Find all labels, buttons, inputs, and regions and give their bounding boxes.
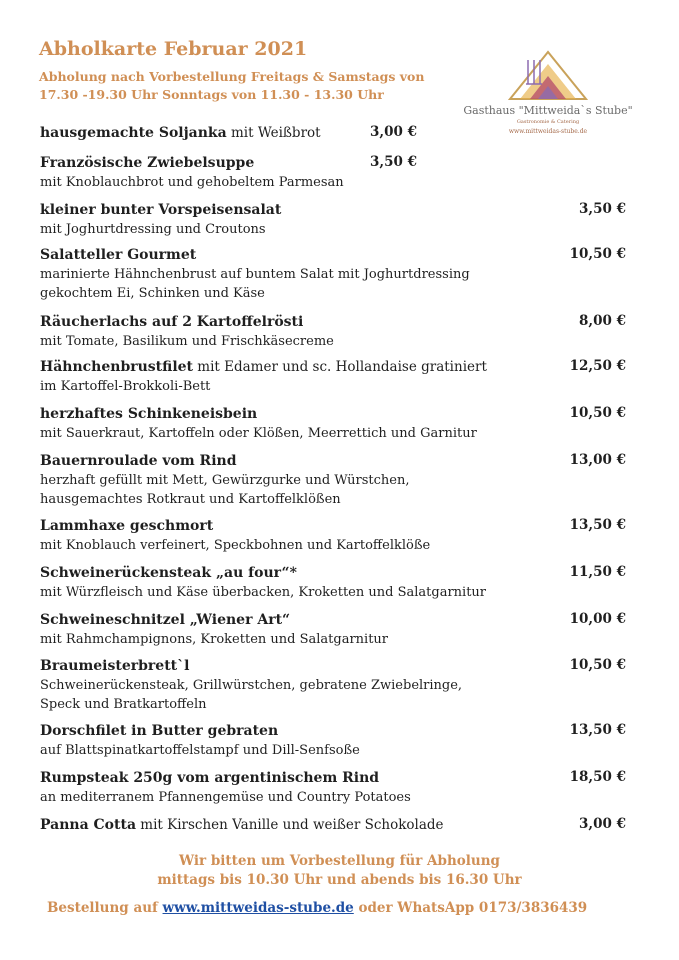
menu-title: Abholkarte Februar 2021 <box>39 38 308 60</box>
menu-item-description: mit Knoblauchbrot und gehobeltem Parmesan <box>40 175 344 190</box>
menu-item-name: Bauernroulade vom Rind <box>40 453 237 469</box>
menu-item-heading <box>40 452 630 471</box>
menu-item-description: mit Knoblauch verfeinert, Speckbohnen und Kartoffelklöße <box>40 538 431 553</box>
menu-item-price: 12,50 € <box>569 358 626 374</box>
logo-name: Gasthaus "Mittweida`s Stube" <box>463 104 633 117</box>
menu-item-name: Schweineschnitzel „Wiener Art“ <box>40 612 291 628</box>
menu-item-name: Salatteller Gourmet <box>40 247 197 263</box>
menu-item-name: Rumpsteak 250g vom argentinischem Rind <box>40 770 380 786</box>
pickup-hours-line-2: 17.30 -19.30 Uhr Sonntags von 11.30 - 13.30 Uhr <box>39 87 384 102</box>
menu-item-heading <box>40 124 630 143</box>
preorder-note-line-1: Wir bitten um Vorbestellung für Abholung <box>178 853 500 869</box>
menu-item-description: mit Rahmchampignons, Kroketten und Salatgarnitur <box>40 632 389 647</box>
menu-item-price: 13,00 € <box>569 452 626 468</box>
menu-item-description: hausgemachtes Rotkraut und Kartoffelklößen <box>40 492 341 507</box>
menu-item <box>40 358 630 396</box>
menu-item-heading <box>40 154 630 173</box>
menu-item <box>40 769 630 807</box>
menu-item-heading <box>40 517 630 536</box>
menu-item-name: herzhaftes Schinkeneisbein <box>40 406 258 422</box>
menu-item <box>40 154 630 192</box>
menu-item <box>40 816 630 835</box>
menu-item-suffix: mit Weißbrot <box>226 125 321 141</box>
menu-item-name: Schweinerückensteak „au four“* <box>40 565 297 581</box>
menu-item-description: Speck und Bratkartoffeln <box>40 697 207 712</box>
menu-item-suffix: mit Edamer und sc. Hollandaise gratiniert <box>193 359 487 375</box>
menu-item-price: 10,00 € <box>569 611 626 627</box>
menu-item <box>40 201 630 239</box>
logo-tagline: Gastronomie & Catering <box>516 119 580 125</box>
menu-item-price: 3,00 € <box>579 816 626 832</box>
preorder-note-line-2: mittags bis 10.30 Uhr und abends bis 16.30 Uhr <box>157 872 522 888</box>
menu-item-description: auf Blattspinatkartoffelstampf und Dill-Senfsoße <box>40 743 360 758</box>
menu-item-description: mit Tomate, Basilikum und Frischkäsecreme <box>40 334 334 349</box>
menu-item-description: im Kartoffel-Brokkoli-Bett <box>40 379 211 394</box>
pickup-hours <box>39 68 424 104</box>
menu-item <box>40 564 630 602</box>
menu-item-name: Braumeisterbrett`l <box>40 658 190 674</box>
menu-item <box>40 611 630 649</box>
menu-item-description: marinierte Hähnchenbrust auf buntem Salat mit Joghurtdressing <box>40 267 470 282</box>
menu-item <box>40 517 630 555</box>
menu-item <box>40 313 630 351</box>
menu-item-price: 18,50 € <box>569 769 626 785</box>
menu-item-heading <box>40 611 630 630</box>
menu-item-price: 13,50 € <box>569 517 626 533</box>
logo-emblem-icon <box>458 44 638 104</box>
menu-item-heading <box>40 358 630 377</box>
menu-item-description: mit Joghurtdressing und Croutons <box>40 222 266 237</box>
menu-item-heading <box>40 201 630 220</box>
menu-item-description: mit Sauerkraut, Kartoffeln oder Klößen, Meerrettich und Garnitur <box>40 426 477 441</box>
menu-item <box>40 124 630 143</box>
menu-item-heading <box>40 405 630 424</box>
menu-item-name: Räucherlachs auf 2 Kartoffelrösti <box>40 314 304 330</box>
menu-item-description: an mediterranem Pfannengemüse und Country Potatoes <box>40 790 411 805</box>
menu-item <box>40 722 630 760</box>
menu-item-description: Schweinerückensteak, Grillwürstchen, gebratene Zwiebelringe, <box>40 678 463 693</box>
menu-item-name: Lammhaxe geschmort <box>40 518 214 534</box>
menu-item-price: 10,50 € <box>569 405 626 421</box>
menu-item-price: 13,50 € <box>569 722 626 738</box>
menu-item-heading <box>40 246 630 265</box>
menu-item-description: gekochtem Ei, Schinken und Käse <box>40 286 265 301</box>
menu-item-heading <box>40 769 630 788</box>
menu-item-description: herzhaft gefüllt mit Mett, Gewürzgurke und Würstchen, <box>40 473 410 488</box>
menu-item-name: Hähnchenbrustfilet <box>40 359 194 375</box>
menu-item-price: 3,00 € <box>370 124 417 140</box>
order-prefix: Bestellung auf <box>47 900 163 916</box>
menu-item-price: 8,00 € <box>579 313 626 329</box>
logo-url: www.mittweidas-stube.de <box>508 128 588 135</box>
menu-item-price: 11,50 € <box>569 564 626 580</box>
menu-item-description: mit Würzfleisch und Käse überbacken, Kroketten und Salatgarnitur <box>40 585 486 600</box>
menu-item-name: hausgemachte Soljanka <box>40 125 227 141</box>
website-link[interactable]: www.mittweidas-stube.de <box>162 900 354 916</box>
menu-item-heading <box>40 564 630 583</box>
menu-item-price: 10,50 € <box>569 246 626 262</box>
menu-item-name: Französische Zwiebelsuppe <box>40 155 255 171</box>
order-suffix: oder WhatsApp 0173/3836439 <box>353 900 588 916</box>
menu-item-name: Panna Cotta <box>40 817 137 833</box>
menu-item-heading <box>40 816 630 835</box>
menu-item <box>40 452 630 509</box>
menu-item-name: Dorschfilet in Butter gebraten <box>40 723 279 739</box>
menu-item-suffix: mit Kirschen Vanille und weißer Schokolade <box>136 817 444 833</box>
menu-item <box>40 246 630 303</box>
menu-item-heading <box>40 657 630 676</box>
pickup-hours-line-1: Abholung nach Vorbestellung Freitags & Samstags von <box>39 69 425 84</box>
menu-item-price: 3,50 € <box>370 154 417 170</box>
menu-item-price: 3,50 € <box>579 201 626 217</box>
menu-item-price: 10,50 € <box>569 657 626 673</box>
menu-item-name: kleiner bunter Vorspeisensalat <box>40 202 282 218</box>
menu-item <box>40 405 630 443</box>
order-info <box>47 900 587 916</box>
menu-item-heading <box>40 722 630 741</box>
preorder-note <box>0 852 679 890</box>
menu-item <box>40 657 630 714</box>
menu-item-heading <box>40 313 630 332</box>
